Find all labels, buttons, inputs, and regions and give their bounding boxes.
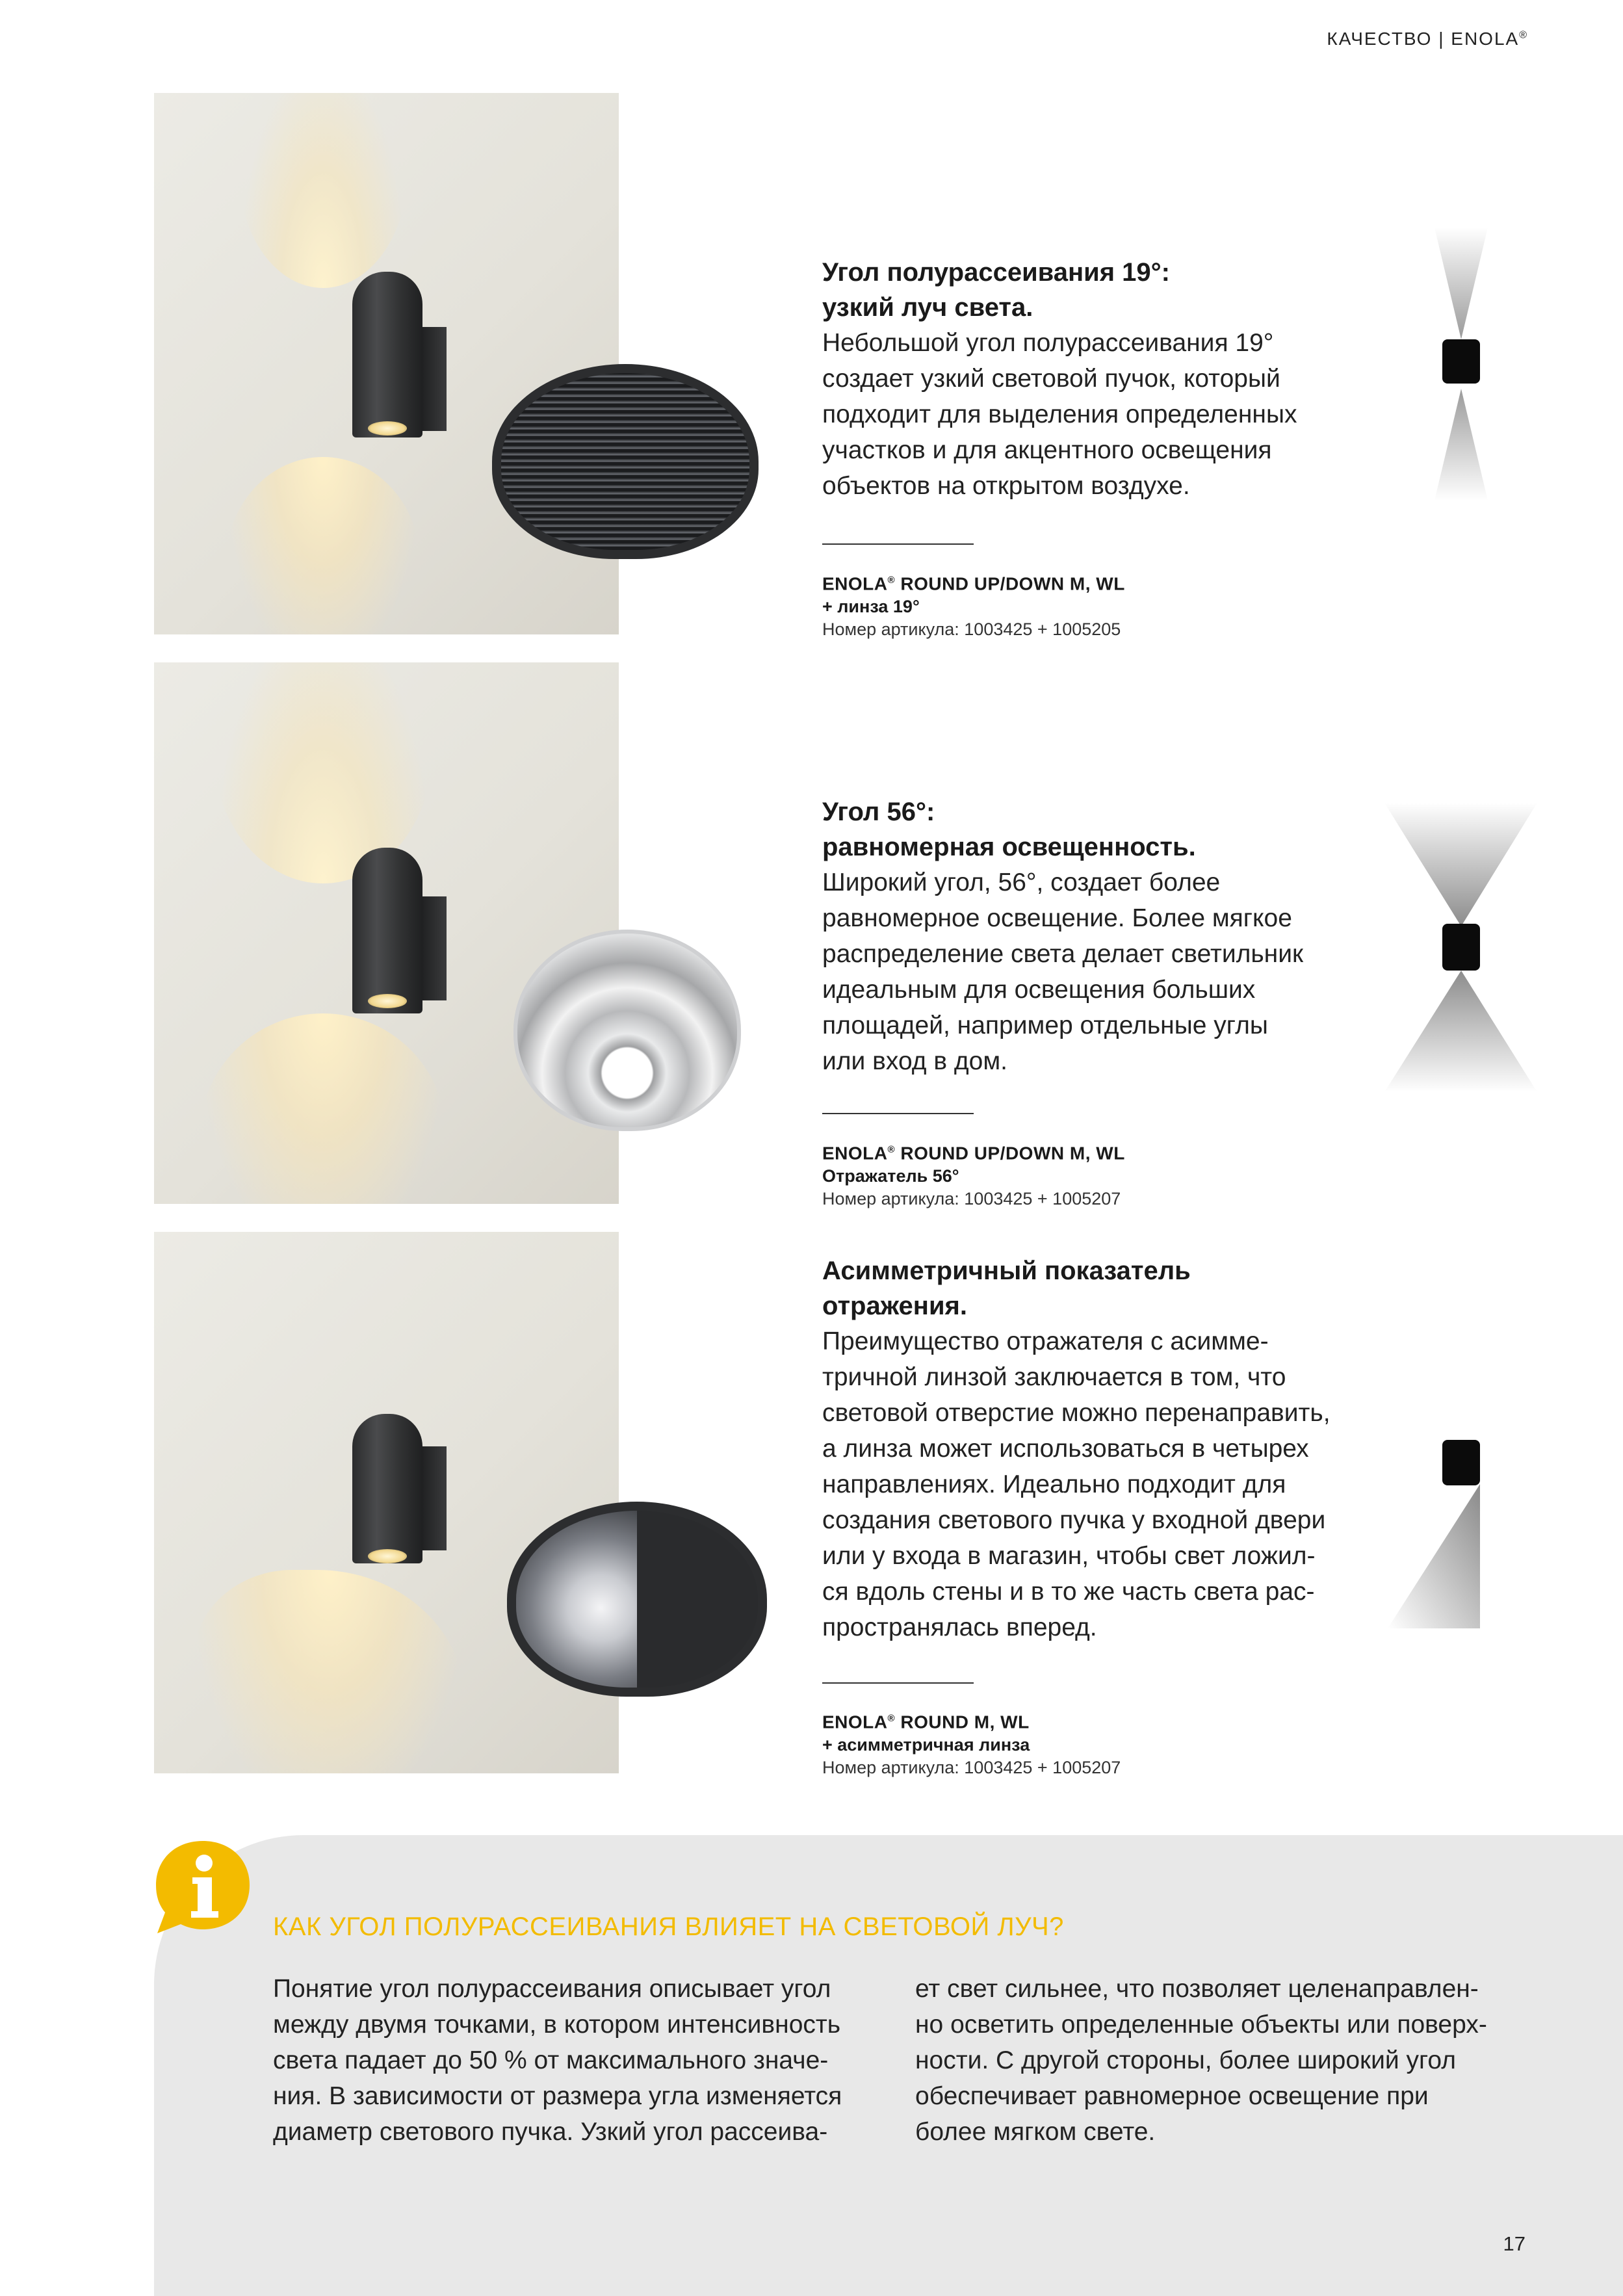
- section-2-title-line2: равномерная освещенность.: [822, 833, 1196, 861]
- section-3-body-3: световой отверстие можно перенаправить,: [822, 1399, 1331, 1427]
- section-3-title-line1: Асимметричный показатель: [822, 1257, 1191, 1285]
- lamp-mount: [419, 1446, 447, 1550]
- info-line: но осветить определенные объекты или поверх-: [915, 2011, 1487, 2039]
- section-3-title-line2: отражения.: [822, 1292, 967, 1320]
- section-3-text: [822, 1253, 1355, 1645]
- product-info-3: [822, 1707, 1355, 1779]
- product-photo-56: [154, 662, 619, 1204]
- lamp-led: [368, 1549, 407, 1563]
- asymmetric-beam-icon: [1381, 1433, 1537, 1654]
- section-1-text: [822, 255, 1355, 504]
- article-number: Номер артикула: 1003425 + 1005207: [822, 1189, 1121, 1209]
- section-3-body-9: пространялась вперед.: [822, 1613, 1097, 1641]
- divider: [822, 543, 974, 545]
- info-line: между двумя точками, в котором интенсивность: [273, 2011, 841, 2039]
- section-1-title-line1: Угол полурассеивания 19°:: [822, 258, 1170, 287]
- product-info-1: [822, 569, 1355, 641]
- lamp-led: [368, 994, 407, 1008]
- product-name: ENOLA® ROUND UP/DOWN M, WL: [822, 573, 1125, 594]
- header-text: КАЧЕСТВО | ENOLA: [1327, 29, 1520, 49]
- wall-lamp: [352, 848, 422, 1013]
- section-3-body-6: создания светового пучка у входной двери: [822, 1506, 1326, 1534]
- section-1-title-line2: узкий луч света.: [822, 293, 1033, 322]
- section-3-body-5: направлениях. Идеально подходит для: [822, 1470, 1286, 1498]
- info-line: диаметр светового пучка. Узкий угол рассеива-: [273, 2118, 828, 2146]
- info-column-2: [915, 1971, 1526, 2150]
- info-line: ет свет сильнее, что позволяет целенаправлен-: [915, 1975, 1479, 2003]
- section-1-body-1: Небольшой угол полурассеивания 19°: [822, 329, 1274, 357]
- running-header: [1327, 29, 1527, 49]
- divider: [822, 1682, 974, 1684]
- product-accessory: + асимметричная линза: [822, 1735, 1030, 1755]
- product-accessory: Отражатель 56°: [822, 1166, 959, 1186]
- info-line: ния. В зависимости от размера угла изменяется: [273, 2082, 842, 2110]
- section-1-body-5: объектов на открытом воздухе.: [822, 472, 1190, 500]
- info-line: ности. С другой стороны, более широкий угол: [915, 2046, 1456, 2074]
- section-3-body-4: а линза может использоваться в четырех: [822, 1435, 1309, 1463]
- light-down-glow: [193, 1570, 466, 1773]
- wall-lamp: [352, 272, 422, 437]
- divider: [822, 1113, 974, 1114]
- product-accessory: + линза 19°: [822, 597, 920, 617]
- lamp-led: [368, 421, 407, 436]
- info-icon: [153, 1838, 252, 1936]
- article-number: Номер артикула: 1003425 + 1005205: [822, 620, 1121, 640]
- section-2-title-line1: Угол 56°:: [822, 798, 935, 826]
- section-3-body-1: Преимущество отражателя с асимме-: [822, 1327, 1269, 1355]
- section-2-text: [822, 794, 1355, 1079]
- reflector-56-icon: [513, 930, 741, 1131]
- luminaire-icon: [1442, 1440, 1480, 1485]
- section-1-body-3: подходит для выделения определенных: [822, 400, 1297, 428]
- header-registered-mark: ®: [1519, 29, 1527, 41]
- asymmetric-lens-icon: [507, 1502, 767, 1697]
- info-line: Понятие угол полурассеивания описывает угол: [273, 1975, 831, 2003]
- info-line: света падает до 50 % от максимального значе-: [273, 2046, 829, 2074]
- lamp-mount: [419, 896, 447, 1000]
- section-2-body-1: Широкий угол, 56°, создает более: [822, 868, 1221, 896]
- light-down-glow: [200, 1013, 447, 1204]
- section-2-body-3: распределение света делает светильник: [822, 940, 1304, 968]
- lens-19-icon: [492, 364, 759, 559]
- product-photo-asymmetric: [154, 1232, 619, 1773]
- info-column-1: [273, 1971, 884, 2150]
- section-2-body-2: равномерное освещение. Более мягкое: [822, 904, 1292, 932]
- light-up-glow: [239, 93, 408, 288]
- luminaire-icon: [1442, 924, 1480, 971]
- narrow-beam-icon: [1381, 221, 1537, 520]
- wide-beam-icon: [1381, 796, 1537, 1095]
- section-2-body-5: площадей, например отдельные углы: [822, 1011, 1268, 1039]
- section-3-body-7: или у входа в магазин, чтобы свет ложил-: [822, 1542, 1316, 1570]
- info-line: обеспечивает равномерное освещение при: [915, 2082, 1429, 2110]
- info-title: КАК УГОЛ ПОЛУРАССЕИВАНИЯ ВЛИЯЕТ НА СВЕТОВОЙ ЛУЧ?: [273, 1912, 1064, 1941]
- article-number: Номер артикула: 1003425 + 1005207: [822, 1758, 1121, 1778]
- section-2-body-6: или вход в дом.: [822, 1047, 1008, 1075]
- lamp-mount: [419, 327, 447, 431]
- product-name: ENOLA® ROUND M, WL: [822, 1712, 1030, 1732]
- section-1-body-4: участков и для акцентного освещения: [822, 436, 1272, 464]
- product-photo-19: [154, 93, 619, 634]
- light-down-glow: [226, 457, 421, 634]
- section-2-body-4: идеальным для освещения больших: [822, 976, 1256, 1004]
- luminaire-icon: [1442, 339, 1480, 384]
- page-number: 17: [1503, 2232, 1526, 2255]
- section-3-body-8: ся вдоль стены и в то же часть света рас-: [822, 1578, 1315, 1606]
- section-3-body-2: тричной линзой заключается в том, что: [822, 1363, 1286, 1391]
- product-info-2: [822, 1138, 1355, 1210]
- info-line: более мягком свете.: [915, 2118, 1156, 2146]
- product-name: ENOLA® ROUND UP/DOWN M, WL: [822, 1143, 1125, 1164]
- section-1-body-2: создает узкий световой пучок, который: [822, 365, 1280, 393]
- wall-lamp: [352, 1414, 422, 1563]
